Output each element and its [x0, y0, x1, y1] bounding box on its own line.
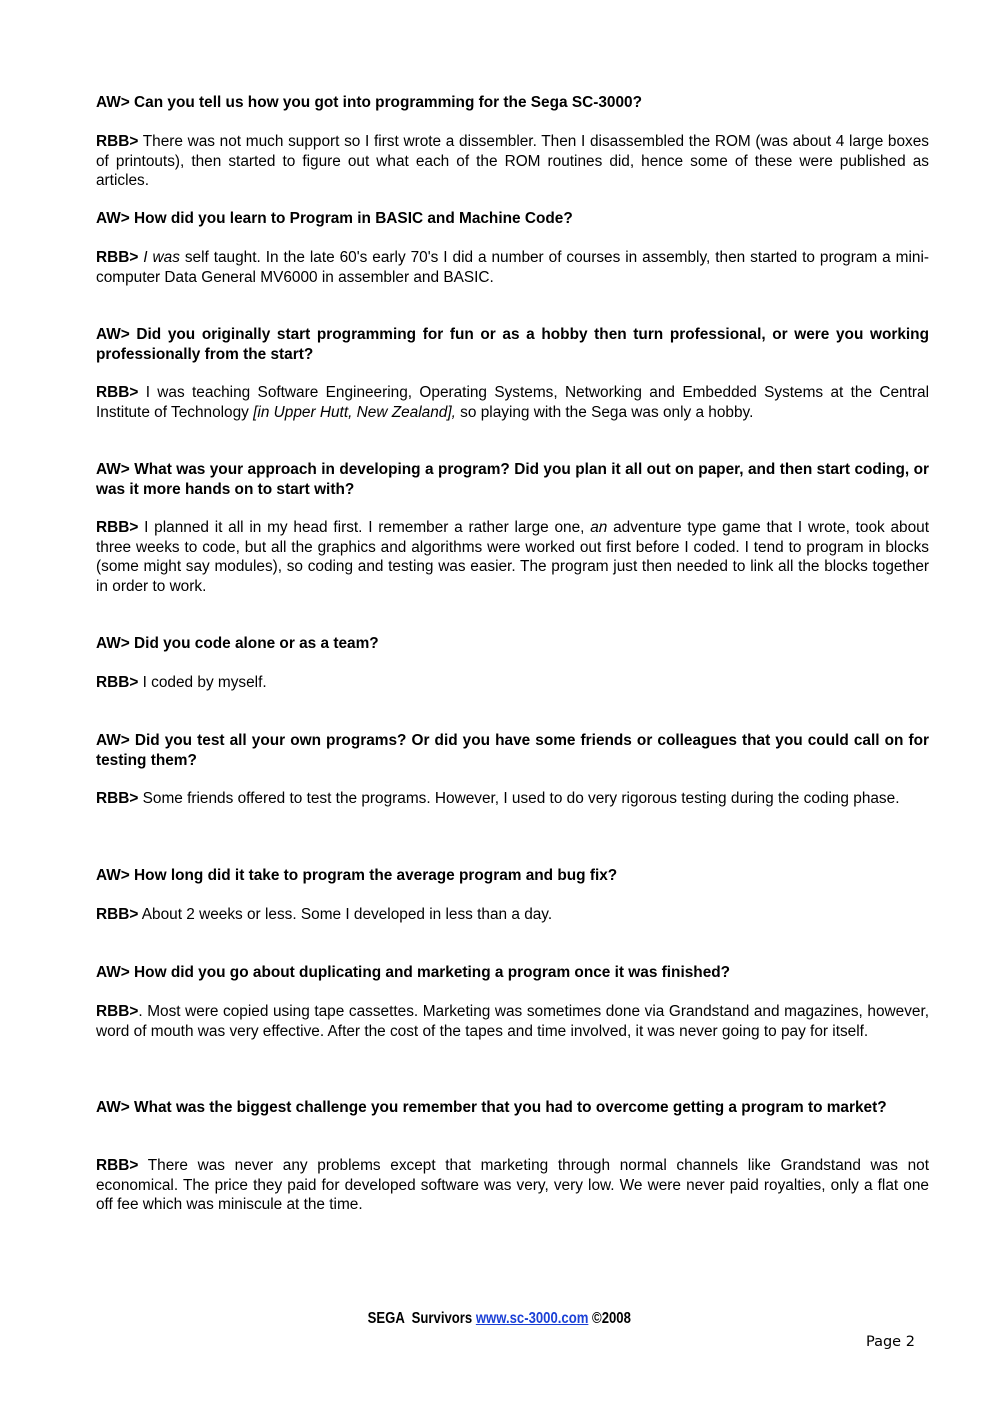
- question-7: AW> How long did it take to program the average program and bug fix?: [96, 867, 618, 884]
- speaker-tag: RBB>: [96, 906, 139, 923]
- answer-text: About 2 weeks or less. Some I developed in less than a day.: [138, 906, 553, 923]
- answer-text: adventure type game that I wrote, took about three weeks to code, but all the graphics and algorithms were worked out first before I coded. I tend to program in blocks (some might say modules), so coding and testing was easier. The program just then needed to link all the blocks together in order to work.: [96, 519, 929, 595]
- page-footer: [89, 1310, 909, 1328]
- question-3: AW> Did you originally start programming for fun or as a hobby then turn professional, or were you working professionally from the start?: [96, 326, 929, 363]
- question-1: AW> Can you tell us how you got into programming for the Sega SC-3000?: [96, 94, 642, 111]
- answer-1: [96, 132, 929, 191]
- footer-brand: SEGA Survivors: [367, 1310, 473, 1327]
- speaker-tag: RBB>: [96, 249, 139, 266]
- question-9: AW> What was the biggest challenge you remember that you had to overcome getting a program to market?: [96, 1099, 887, 1116]
- speaker-tag: RBB>: [96, 1157, 139, 1174]
- answer-text: self taught. In the late 60's early 70's I did a number of courses in assembly, then started to program a mini-computer Data General MV6000 in assembler and BASIC.: [96, 249, 930, 286]
- question-2: AW> How did you learn to Program in BASIC and Machine Code?: [96, 210, 573, 227]
- answer-text: There was never any problems except that marketing through normal channels like Grandstand was not economical. The price they paid for developed software was very, very low. We were never paid royalties, only a flat one off fee which was miniscule at the time.: [96, 1157, 929, 1213]
- answer-6: [96, 789, 929, 809]
- page-number: Page 2: [866, 1334, 915, 1350]
- footer-copyright: ©2008: [592, 1310, 631, 1327]
- speaker-tag: RBB>: [96, 519, 139, 536]
- speaker-tag: RBB>: [96, 674, 139, 691]
- question-4: AW> What was your approach in developing a program? Did you plan it all out on paper, and then start coding, or was it more hands on to start with?: [96, 461, 929, 498]
- footer-website-link[interactable]: www.sc-3000.com: [475, 1310, 589, 1327]
- answer-text: I was teaching Software Engineering, Operating Systems, Networking and Embedded Systems at the Central Institute of Technology: [96, 384, 929, 421]
- answer-7: [96, 905, 929, 925]
- answer-9: [96, 1156, 929, 1215]
- answer-text: so playing with the Sega was only a hobby.: [455, 403, 754, 421]
- answer-text: Some friends offered to test the programs. However, I used to do very rigorous testing during the coding phase.: [138, 790, 900, 807]
- speaker-tag: RBB>: [96, 790, 139, 807]
- question-5: AW> Did you code alone or as a team?: [96, 635, 379, 652]
- answer-italic-text: [in Upper Hutt, New Zealand],: [253, 403, 456, 421]
- answer-3: [96, 383, 929, 422]
- question-8: AW> How did you go about duplicating and marketing a program once it was finished?: [96, 964, 731, 981]
- answer-text: There was not much support so I first wrote a dissembler. Then I disassembled the ROM (was about 4 large boxes of printouts), then started to figure out what each of the ROM routines did, hence some of these were published as articles.: [96, 133, 929, 189]
- answer-italic-text: an: [590, 519, 608, 536]
- answer-italic-text: I was: [143, 249, 180, 266]
- speaker-tag: RBB>: [96, 384, 139, 401]
- answer-5: [96, 673, 929, 693]
- question-6: AW> Did you test all your own programs? Or did you have some friends or colleagues that you could call on for testing them?: [96, 732, 929, 769]
- answer-8: [96, 1002, 929, 1041]
- speaker-tag: RBB>: [96, 1003, 139, 1020]
- answer-2: [96, 248, 929, 287]
- answer-text: I coded by myself.: [138, 674, 267, 691]
- speaker-tag: RBB>: [96, 133, 139, 150]
- answer-text: I planned it all in my head first. I remember a rather large one,: [138, 519, 591, 536]
- answer-4: [96, 518, 929, 596]
- answer-text: . Most were copied using tape cassettes. Marketing was sometimes done via Grandstand and magazines, however, word of mouth was very effective. After the cost of the tapes and time involved, it was never going to pay for itself.: [96, 1003, 929, 1040]
